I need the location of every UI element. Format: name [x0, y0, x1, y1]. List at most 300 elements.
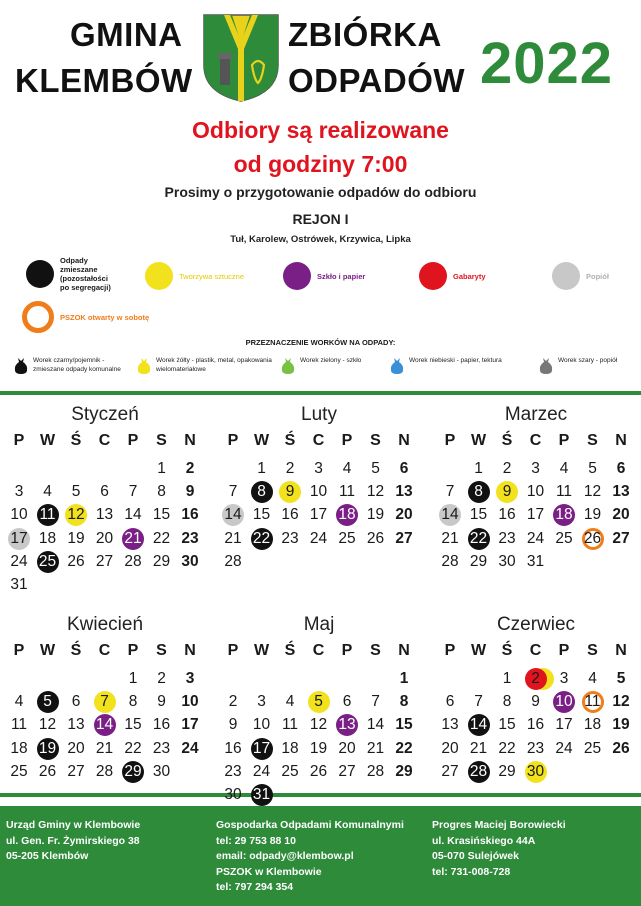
day-cell — [248, 504, 276, 526]
day-number: 25 — [10, 762, 28, 780]
day-number: 27 — [67, 762, 85, 780]
bag-label: Worek czarny/pojemnik - zmieszane odpady komunalne — [33, 357, 121, 373]
day-number: 29 — [395, 762, 413, 780]
day-number: 15 — [395, 716, 413, 734]
day-number: 15 — [252, 506, 271, 524]
day-cell — [62, 761, 90, 783]
weekday-header: P — [127, 432, 139, 449]
bag-label: Worek niebieski - papier, tektura — [409, 357, 502, 364]
day-cell — [607, 528, 635, 550]
footer-line: tel: 731-008-728 — [432, 865, 511, 878]
day-cell — [219, 528, 247, 550]
day-number: 14 — [366, 716, 385, 734]
day-cell — [522, 738, 550, 760]
day-cell — [34, 738, 62, 760]
day-number: 2 — [228, 693, 238, 711]
black-bag-icon — [13, 357, 29, 374]
day-cell — [550, 504, 578, 526]
weekday-header: C — [529, 432, 542, 449]
notice-line-1: Odbiory są realizowane — [192, 117, 449, 143]
day-cell — [390, 504, 418, 526]
month-name: Czerwiec — [496, 614, 576, 635]
day-number: 1 — [128, 670, 138, 687]
day-cell — [493, 551, 521, 573]
day-cell — [465, 458, 493, 480]
day-number: 23 — [281, 529, 299, 547]
month-name: Maj — [303, 614, 335, 635]
day-number: 22 — [152, 529, 171, 547]
day-cell — [34, 691, 62, 713]
day-cell — [148, 458, 176, 480]
day-cell — [522, 504, 550, 526]
day-cell — [62, 738, 90, 760]
day-cell — [493, 528, 521, 550]
legend-label: Gabaryty — [453, 271, 486, 281]
day-cell — [119, 668, 147, 690]
day-number: 27 — [95, 552, 114, 570]
day-cell — [148, 504, 176, 526]
day-number: 28 — [95, 762, 114, 780]
day-cell — [219, 738, 247, 760]
month-name: Luty — [301, 404, 337, 425]
day-number: 7 — [128, 483, 138, 501]
day-cell — [5, 691, 33, 713]
day-number: 19 — [67, 529, 85, 547]
day-number: 9 — [285, 483, 295, 501]
day-number: 11 — [555, 483, 573, 501]
day-cell — [390, 668, 418, 690]
day-number: 14 — [441, 506, 459, 524]
legend-bulky — [419, 262, 486, 290]
day-cell — [148, 528, 176, 550]
day-cell — [176, 714, 204, 736]
day-cell — [333, 761, 361, 783]
day-number: 24 — [526, 529, 545, 547]
weekday-header: W — [470, 642, 487, 659]
day-cell — [362, 761, 390, 783]
day-cell — [305, 481, 333, 503]
day-cell — [119, 551, 147, 573]
day-number: 2 — [531, 670, 540, 687]
weekday-header: P — [558, 642, 570, 659]
weekday-header: S — [587, 432, 598, 449]
day-number: 18 — [10, 739, 28, 757]
day-cell — [305, 458, 333, 480]
day-cell — [579, 458, 607, 480]
day-number: 29 — [124, 762, 142, 780]
day-cell — [276, 458, 304, 480]
footer-line: ul. Gen. Fr. Żymirskiego 38 — [6, 834, 140, 847]
day-number: 16 — [281, 506, 299, 524]
day-cell — [219, 504, 247, 526]
weekday-header: P — [558, 432, 570, 449]
footer-line: tel: 797 294 354 — [216, 881, 294, 893]
day-number: 17 — [181, 716, 199, 734]
legend-label: Odpady zmieszane (pozostałości po segregacji) — [60, 256, 111, 292]
day-cell — [362, 528, 390, 550]
day-number: 27 — [441, 762, 459, 780]
day-cell — [550, 714, 578, 736]
day-number: 29 — [469, 552, 488, 570]
day-cell — [248, 761, 276, 783]
day-number: 12 — [309, 716, 328, 734]
day-cell — [333, 504, 361, 526]
footer-line: ul. Krasińskiego 44A — [432, 834, 536, 847]
day-number: 3 — [185, 670, 195, 687]
day-number: 10 — [526, 483, 545, 501]
day-number: 21 — [95, 739, 114, 757]
day-cell — [176, 668, 204, 690]
day-number: 6 — [399, 460, 409, 477]
weekday-header: P — [13, 642, 25, 659]
day-cell — [5, 761, 33, 783]
day-number: 5 — [71, 483, 81, 501]
footer-line: tel: 29 753 88 10 — [216, 834, 296, 847]
legend-dot-gray — [552, 262, 580, 290]
day-cell — [148, 668, 176, 690]
weekday-header: W — [253, 642, 270, 659]
day-number: 18 — [38, 529, 57, 547]
legend-pszok — [22, 301, 149, 333]
day-cell — [91, 528, 119, 550]
bag-black — [13, 357, 128, 374]
coat-of-arms-icon — [202, 13, 280, 103]
day-cell — [607, 691, 635, 713]
header-klembow: KLEMBÓW — [15, 62, 193, 99]
day-cell — [91, 738, 119, 760]
footer-line: Progres Maciej Borowiecki — [432, 819, 566, 831]
day-number: 21 — [366, 739, 385, 757]
day-number: 4 — [285, 693, 295, 711]
day-cell — [148, 481, 176, 503]
day-number: 18 — [281, 739, 299, 757]
day-cell — [550, 528, 578, 550]
day-number: 25 — [555, 529, 573, 547]
day-number: 26 — [309, 762, 328, 780]
day-number: 30 — [498, 552, 516, 570]
footer-office — [6, 818, 140, 865]
day-number: 16 — [224, 739, 242, 757]
day-cell — [607, 714, 635, 736]
day-cell — [219, 761, 247, 783]
weekday-header: Ś — [70, 432, 82, 449]
day-number: 1 — [399, 670, 409, 687]
weekday-header: Ś — [501, 642, 513, 659]
day-cell — [607, 504, 635, 526]
weekday-header: P — [227, 432, 239, 449]
day-cell — [305, 504, 333, 526]
day-number: 12 — [38, 716, 57, 734]
weekday-header: P — [227, 642, 239, 659]
day-number: 4 — [342, 460, 352, 477]
legend-label: Tworzywa sztuczne — [179, 271, 245, 281]
day-number: 3 — [531, 460, 540, 477]
day-number: 17 — [526, 506, 545, 524]
day-cell — [362, 504, 390, 526]
day-cell — [248, 458, 276, 480]
day-cell — [305, 714, 333, 736]
day-number: 4 — [43, 483, 52, 501]
day-number: 31 — [252, 786, 271, 803]
day-number: 4 — [14, 693, 24, 711]
day-cell — [148, 551, 176, 573]
day-number: 19 — [583, 506, 602, 524]
day-number: 16 — [498, 506, 516, 524]
notice-request: Prosimy o przygotowanie odpadów do odbioru — [164, 184, 477, 200]
day-cell — [248, 784, 276, 806]
day-number: 1 — [474, 460, 483, 477]
bag-label: Worek zielony - szkło — [300, 357, 362, 364]
day-number: 28 — [124, 552, 142, 570]
day-number: 14 — [469, 716, 488, 734]
day-cell — [465, 551, 493, 573]
day-number: 16 — [181, 506, 199, 524]
day-number: 9 — [157, 693, 166, 711]
green-bag-icon — [280, 357, 296, 374]
day-number: 28 — [441, 552, 459, 570]
bag-gray — [538, 357, 641, 374]
weekday-header: N — [398, 432, 410, 449]
day-cell — [579, 668, 607, 690]
day-number: 9 — [185, 483, 195, 501]
day-cell — [119, 738, 147, 760]
day-cell — [34, 481, 62, 503]
day-cell — [493, 504, 521, 526]
day-cell — [362, 481, 390, 503]
day-cell — [333, 528, 361, 550]
day-number: 5 — [371, 460, 380, 477]
day-cell — [436, 761, 464, 783]
day-cell — [5, 551, 33, 573]
day-cell — [579, 714, 607, 736]
year-title: 2022 — [480, 31, 614, 96]
day-cell — [148, 691, 176, 713]
day-number: 20 — [95, 529, 114, 547]
day-number: 18 — [338, 506, 356, 524]
day-cell — [493, 738, 521, 760]
legend-dot-black — [26, 260, 54, 288]
day-cell — [390, 481, 418, 503]
day-number: 27 — [338, 762, 356, 780]
day-cell — [522, 481, 550, 503]
day-number: 30 — [152, 762, 171, 780]
day-number: 2 — [157, 670, 166, 687]
day-cell — [119, 761, 147, 783]
footer-line: 05-070 Sulejówek — [432, 850, 519, 862]
day-number: 11 — [584, 693, 601, 711]
day-cell — [493, 761, 521, 783]
day-cell — [219, 714, 247, 736]
day-cell — [91, 481, 119, 503]
weekday-header: P — [127, 642, 139, 659]
header-zbiorka: ZBIÓRKA — [288, 16, 442, 53]
day-number: 24 — [252, 762, 271, 780]
weekday-header: C — [312, 432, 325, 449]
day-cell — [34, 761, 62, 783]
weekday-header: Ś — [284, 432, 296, 449]
weekday-header: S — [587, 642, 598, 659]
day-number: 10 — [181, 693, 199, 711]
day-number: 30 — [526, 762, 545, 780]
day-number: 3 — [257, 693, 266, 711]
day-cell — [333, 738, 361, 760]
day-cell — [333, 481, 361, 503]
day-cell — [248, 714, 276, 736]
day-number: 3 — [559, 670, 569, 687]
day-number: 19 — [38, 739, 57, 757]
day-number: 5 — [314, 693, 323, 711]
day-cell — [119, 504, 147, 526]
day-cell — [276, 481, 304, 503]
gray-bag-icon — [538, 357, 554, 374]
weekday-header: P — [444, 642, 456, 659]
month-name: Kwiecień — [66, 614, 144, 635]
day-number: 28 — [366, 762, 385, 780]
yellow-bag-icon — [136, 357, 152, 374]
legend-ring-orange — [22, 301, 54, 333]
footer-waste-dept — [216, 818, 404, 896]
day-number: 13 — [395, 483, 413, 501]
month-apr — [5, 614, 205, 780]
day-cell — [390, 691, 418, 713]
divider-bottom — [0, 793, 641, 797]
day-number: 17 — [252, 739, 271, 757]
day-number: 10 — [555, 693, 573, 711]
day-number: 20 — [338, 739, 356, 757]
legend-label: Popiół — [586, 271, 609, 281]
day-number: 17 — [555, 716, 573, 734]
weekday-header: S — [156, 642, 167, 659]
day-number: 22 — [395, 739, 413, 757]
day-number: 12 — [366, 483, 385, 501]
day-cell — [305, 528, 333, 550]
footer-email[interactable]: email: odpady@klembow.pl — [216, 850, 354, 862]
day-cell — [362, 738, 390, 760]
header-gmina: GMINA — [70, 16, 183, 53]
day-number: 20 — [441, 739, 459, 757]
day-number: 2 — [285, 460, 295, 477]
day-number: 23 — [224, 762, 242, 780]
footer-line: PSZOK w Klembowie — [216, 865, 322, 878]
day-cell — [276, 761, 304, 783]
day-number: 20 — [395, 506, 413, 524]
day-cell — [62, 504, 90, 526]
day-cell — [522, 714, 550, 736]
day-cell — [362, 691, 390, 713]
day-cell — [550, 738, 578, 760]
weekday-header: Ś — [284, 642, 296, 659]
day-cell — [550, 481, 578, 503]
day-cell — [436, 691, 464, 713]
day-number: 14 — [95, 716, 114, 734]
day-cell — [522, 551, 550, 573]
footer-line: Urząd Gminy w Klembowie — [6, 819, 141, 831]
day-number: 10 — [309, 483, 328, 501]
day-number: 1 — [157, 460, 166, 477]
day-cell — [219, 691, 247, 713]
day-cell — [5, 714, 33, 736]
notice-line-2: od godziny 7:00 — [233, 151, 408, 177]
day-number: 5 — [616, 670, 626, 687]
legend-plastics — [145, 262, 244, 290]
day-cell — [176, 551, 204, 573]
day-cell — [579, 738, 607, 760]
day-number: 27 — [395, 529, 413, 547]
day-number: 31 — [526, 552, 545, 570]
day-cell — [579, 691, 607, 713]
day-cell — [522, 528, 550, 550]
day-number: 10 — [252, 716, 271, 734]
day-number: 24 — [309, 529, 328, 547]
day-cell — [276, 714, 304, 736]
day-number: 8 — [257, 483, 266, 501]
day-number: 29 — [152, 552, 171, 570]
day-number: 13 — [612, 483, 630, 501]
weekday-header: N — [184, 432, 196, 449]
day-cell — [550, 458, 578, 480]
day-number: 16 — [152, 716, 171, 734]
day-cell — [119, 481, 147, 503]
divider-top — [0, 391, 641, 395]
day-number: 6 — [445, 693, 455, 711]
weekday-header: N — [398, 642, 410, 659]
day-number: 5 — [43, 693, 52, 711]
day-cell — [248, 481, 276, 503]
bag-label: Worek żółty - plastik, metal, opakowania wielomateriałowe — [156, 357, 272, 373]
month-may — [219, 614, 419, 803]
day-number: 19 — [309, 739, 328, 757]
day-cell — [465, 691, 493, 713]
day-cell — [119, 528, 147, 550]
legend-ash — [552, 262, 609, 290]
day-number: 21 — [469, 739, 488, 757]
day-number: 5 — [588, 460, 597, 477]
footer-line: 05-205 Klembów — [6, 850, 89, 862]
day-cell — [550, 668, 578, 690]
day-cell — [465, 528, 493, 550]
day-cell — [91, 714, 119, 736]
day-cell — [148, 761, 176, 783]
day-cell — [607, 738, 635, 760]
day-cell — [465, 761, 493, 783]
day-cell — [5, 528, 33, 550]
day-cell — [465, 481, 493, 503]
day-number: 20 — [67, 739, 85, 757]
day-number: 15 — [152, 506, 171, 524]
day-cell — [148, 714, 176, 736]
day-cell — [436, 738, 464, 760]
weekday-header: C — [98, 642, 111, 659]
day-number: 18 — [583, 716, 602, 734]
weekday-header: P — [444, 432, 456, 449]
day-cell — [436, 481, 464, 503]
month-name: Marzec — [504, 404, 568, 425]
day-cell — [276, 504, 304, 526]
day-number: 9 — [502, 483, 512, 501]
day-cell — [493, 668, 521, 690]
day-cell — [176, 458, 204, 480]
day-cell — [607, 668, 635, 690]
day-cell — [5, 574, 33, 596]
day-number: 3 — [14, 483, 24, 501]
day-number: 25 — [583, 739, 602, 757]
day-cell — [34, 504, 62, 526]
month-name: Styczeń — [71, 404, 139, 425]
day-cell — [91, 691, 119, 713]
day-number: 23 — [526, 739, 545, 757]
day-number: 10 — [10, 506, 28, 524]
legend-label: PSZOK otwarty w sobotę — [60, 312, 150, 322]
